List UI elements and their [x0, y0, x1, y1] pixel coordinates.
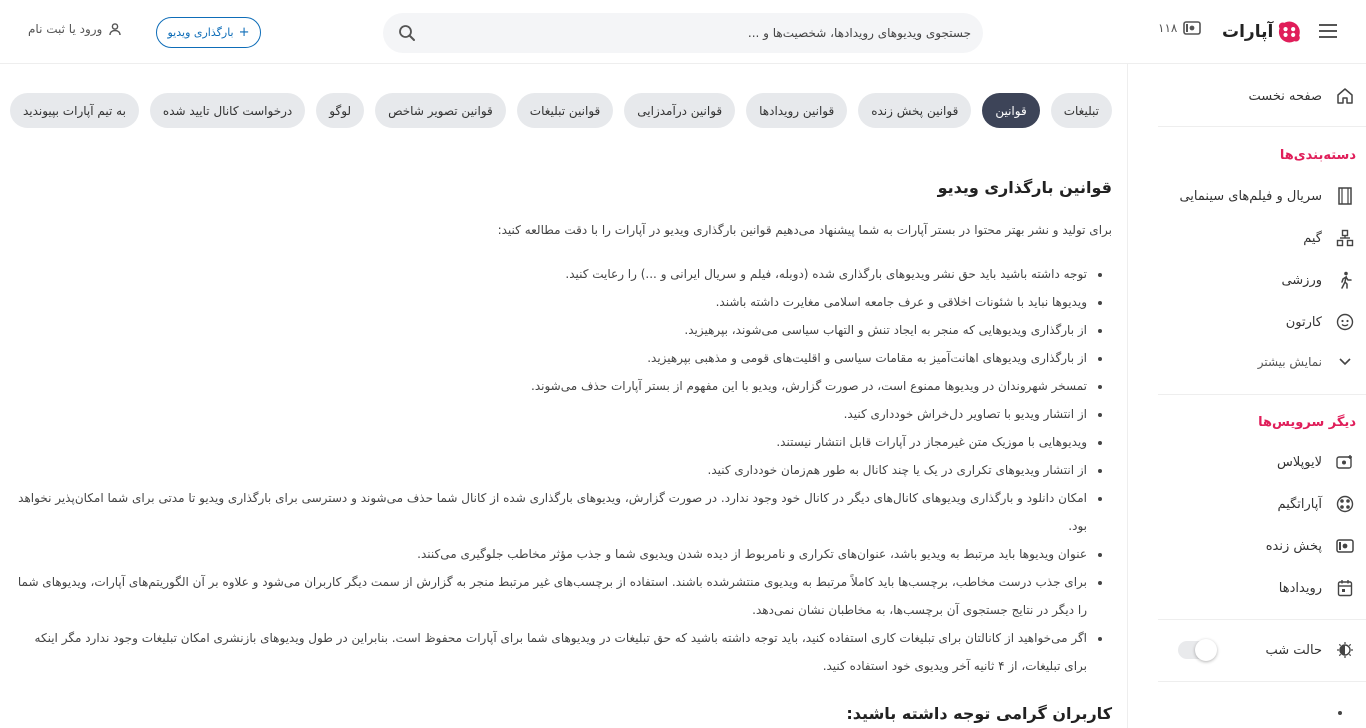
night-mode-label: حالت شب: [1265, 642, 1322, 658]
chevron-down-icon: [1334, 351, 1356, 373]
upload-video-button[interactable]: [156, 17, 261, 48]
search-icon[interactable]: [383, 13, 431, 53]
aparatgame-icon: [1334, 493, 1356, 515]
divider: [1158, 126, 1366, 127]
header: [0, 0, 1366, 64]
live-stream-icon: [1334, 535, 1356, 557]
list-item: ویدیوهایی با موزیک متن غیرمجاز در آپارات قابل انتشار نیستند.: [12, 428, 1112, 456]
tab-monetization-rules[interactable]: قوانین درآمدزایی: [624, 93, 735, 128]
sidebar-item-movies[interactable]: [1146, 176, 1356, 216]
upload-label: بارگذاری ویدیو: [167, 26, 234, 39]
search-bar: [383, 13, 983, 53]
page-title: قوانین بارگذاری ویدیو: [937, 178, 1112, 197]
tab-rules[interactable]: قوانین: [982, 93, 1039, 128]
sidebar: [1127, 64, 1366, 728]
section-subtitle: کاربران گرامی توجه داشته باشید:: [846, 704, 1112, 723]
sidebar-item-label: لایوپلاس: [1277, 454, 1322, 470]
list-item: امکان دانلود و بارگذاری ویدیوهای کانال‌های دیگر در کانال خود وجود ندارد. در صورت گزارش، ویدیوهای بارگذاری شده از کانال شما حذف می‌شوند و دسترسی برای بارگذاری ویدیو تا مدتی برای شما امکان‌پذیر نخواهد بود.: [12, 484, 1112, 540]
film-icon: [1334, 185, 1356, 207]
sidebar-item-label: گیم: [1303, 230, 1322, 246]
tab-bar: [0, 93, 1112, 128]
tab-ads[interactable]: تبلیغات: [1051, 93, 1112, 128]
logo[interactable]: [1222, 16, 1302, 48]
sidebar-item-label: صفحه نخست: [1248, 88, 1322, 104]
user-icon: [108, 22, 122, 36]
home-icon: [1334, 85, 1356, 107]
tab-verified-channel[interactable]: درخواست کانال تایید شده: [150, 93, 305, 128]
list-item: توجه داشته باشید باید حق نشر ویدیوهای بارگذاری شده (دوبله، فیلم و سریال ایرانی و ...) را رعایت کنید.: [12, 260, 1112, 288]
tab-live-rules[interactable]: قوانین پخش زنده: [858, 93, 971, 128]
sidebar-item-events[interactable]: [1146, 568, 1356, 608]
tab-thumbnail-rules[interactable]: قوانین تصویر شاخص: [375, 93, 506, 128]
list-item: از انتشار ویدیو با تصاویر دل‌خراش خودداری کنید.: [12, 400, 1112, 428]
rules-list: [12, 260, 1112, 680]
list-item: تمسخر شهروندان در ویدیوها ممنوع است، در صورت گزارش، ویدیو با این مفهوم از بستر آپارات حذف می‌شوند.: [12, 372, 1112, 400]
sidebar-item-label: رویدادها: [1278, 580, 1322, 596]
show-more-button[interactable]: [1146, 342, 1356, 382]
sidebar-item-aparatgame[interactable]: [1146, 484, 1356, 524]
login-button[interactable]: [28, 22, 122, 36]
intro-text: برای تولید و نشر بهتر محتوا در بستر آپارات به شما پیشنهاد می‌دهیم قوانین بارگذاری ویدیو در آپارات را با دقت مطالعه کنید:: [497, 223, 1112, 237]
running-icon: [1334, 269, 1356, 291]
sidebar-item-label: کارتون: [1285, 314, 1322, 330]
live-count: ۱۱۸: [1158, 21, 1178, 35]
logo-text: آپارات: [1222, 22, 1274, 42]
gamepad-icon: [1334, 227, 1356, 249]
sidebar-item-label: پخش زنده: [1265, 538, 1322, 554]
sidebar-item-sports[interactable]: [1146, 260, 1356, 300]
live-icon: [1183, 21, 1201, 35]
aparat-logo-icon: [1277, 19, 1302, 45]
main-content: [0, 64, 1127, 728]
list-item: ویدیوها نباید با شئونات اخلاقی و عرف جامعه اسلامی مغایرت داشته باشند.: [12, 288, 1112, 316]
sidebar-item-home[interactable]: [1146, 76, 1356, 116]
tab-ads-rules[interactable]: قوانین تبلیغات: [517, 93, 613, 128]
divider: [1158, 394, 1366, 395]
search-input[interactable]: [431, 13, 983, 53]
tab-join-team[interactable]: به تیم آپارات بپیوندید: [10, 93, 139, 128]
tab-events-rules[interactable]: قوانین رویدادها: [746, 93, 847, 128]
sidebar-item-cartoon[interactable]: [1146, 302, 1356, 342]
divider: [1158, 681, 1366, 682]
sidebar-item-game[interactable]: [1146, 218, 1356, 258]
sidebar-item-liveplus[interactable]: [1146, 442, 1356, 482]
cartoon-icon: [1334, 311, 1356, 333]
sidebar-item-label: آپاراتگیم: [1277, 496, 1322, 512]
sidebar-item-live[interactable]: [1146, 526, 1356, 566]
show-more-label: نمایش بیشتر: [1257, 355, 1322, 369]
categories-title: دسته‌بندی‌ها: [1279, 148, 1356, 163]
list-item: از بارگذاری ویدیوهایی که منجر به ایجاد تنش و التهاب سیاسی می‌شوند، بپرهیزید.: [12, 316, 1112, 344]
liveplus-icon: [1334, 451, 1356, 473]
login-label: ورود یا ثبت نام: [28, 22, 103, 36]
sidebar-item-label: ورزشی: [1281, 272, 1322, 288]
live-viewers[interactable]: [1158, 21, 1201, 35]
list-item: از انتشار ویدیوهای تکراری در یک یا چند کانال به طور هم‌زمان خودداری کنید.: [12, 456, 1112, 484]
calendar-icon: [1334, 577, 1356, 599]
list-item: از بارگذاری ویدیوهای اهانت‌آمیز به مقامات سیاسی و اقلیت‌های قومی و مذهبی بپرهیزید.: [12, 344, 1112, 372]
tab-logo[interactable]: لوگو: [316, 93, 364, 128]
menu-icon[interactable]: [1313, 20, 1343, 44]
services-title: دیگر سرویس‌ها: [1258, 415, 1356, 430]
divider: [1158, 619, 1366, 620]
sidebar-item-label: سریال و فیلم‌های سینمایی: [1179, 188, 1322, 204]
toggle-knob: [1195, 639, 1217, 661]
plus-icon: +: [238, 25, 250, 40]
rules-article: [12, 174, 1112, 728]
list-item: برای جذب درست مخاطب، برچسب‌ها باید کاملاً مرتبط به ویدیوی منتشرشده باشند. استفاده از برچسب‌های غیر مرتبط منجر به گزارش از سمت دیگر کاربران می‌شود و علاوه بر آن الگوریتم‌های آپارات، ویدیوهای شما را دیگر در نتایج جستجوی آن برچسب‌ها، به مخاطبان نشان نمی‌دهد.: [12, 568, 1112, 624]
list-item: عنوان ویدیوها باید مرتبط به ویدیو باشد، عنوان‌های تکراری و نامربوط از دیده شدن ویدیوی شما و جذب مؤثر مخاطب جلوگیری می‌کنند.: [12, 540, 1112, 568]
night-mode-toggle[interactable]: [1178, 641, 1216, 659]
night-mode-icon: [1334, 639, 1356, 661]
list-item: اگر می‌خواهید از کانالتان برای تبلیغات کاری استفاده کنید، باید توجه داشته باشید که حق تبلیغات در ویدیوهای شما برای آپارات محفوظ است. بنابراین در طول ویدیوهای بازنشری امکان تبلیغات وجود ندارد مگر اینکه برای تبلیغات، از ۴ ثانیه آخر ویدیوی خود استفاده کنید.: [12, 624, 1112, 680]
bullet: [1338, 711, 1342, 715]
